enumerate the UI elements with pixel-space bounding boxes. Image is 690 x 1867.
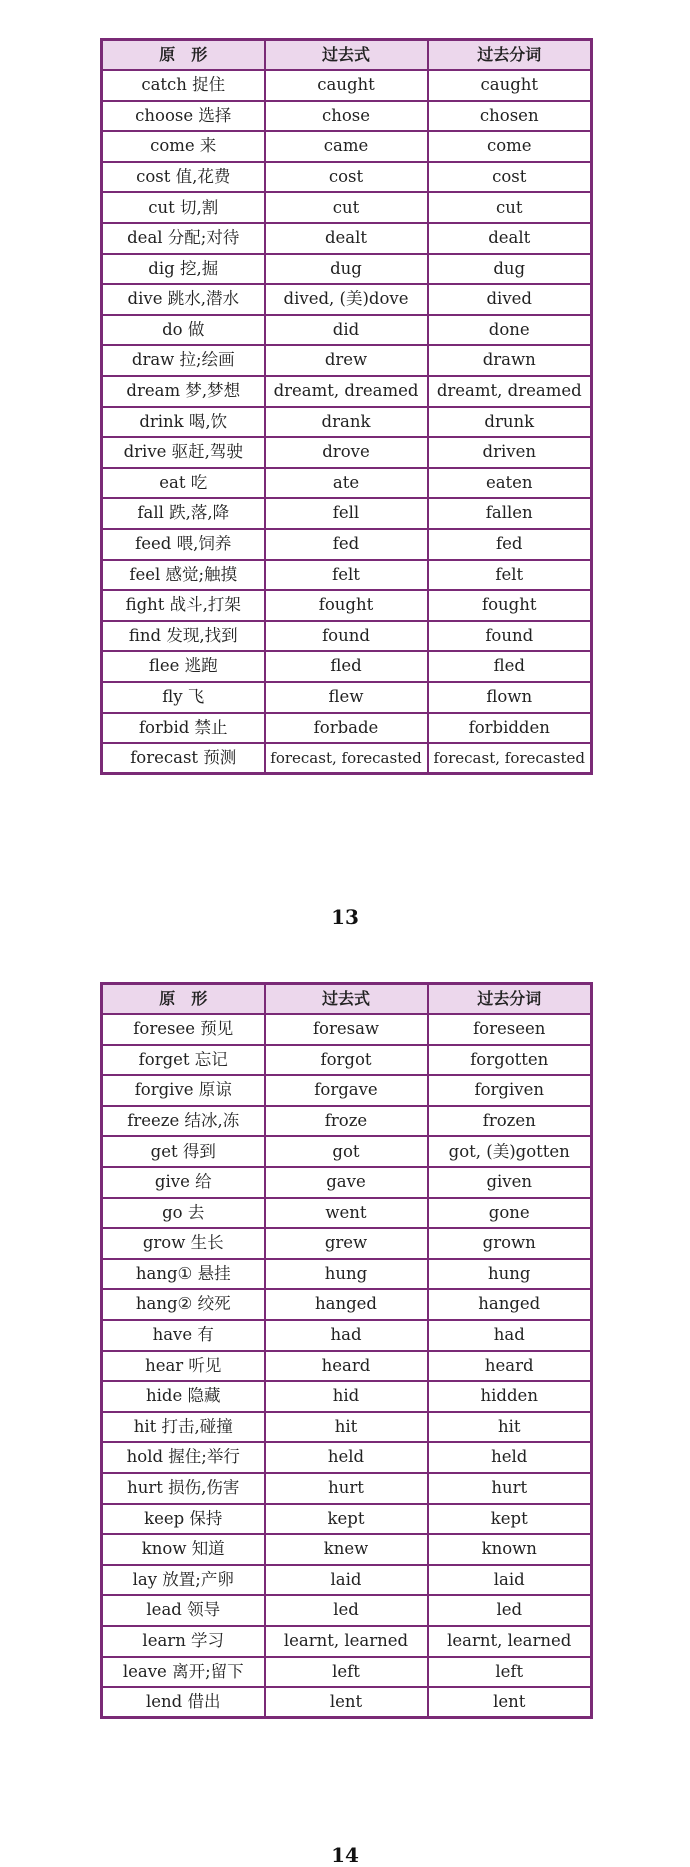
cell-past-tense: dreamt, dreamed [265,376,428,407]
table-row [102,1565,592,1596]
table-row [102,1075,592,1106]
cell-past-participle: fallen [428,498,592,529]
cell-base-form: lay 放置;产卵 [102,1565,265,1596]
cell-past-participle: come [428,131,592,162]
cell-past-participle: got, (美)gotten [428,1136,592,1167]
cell-base-form: fight 战斗,打架 [102,590,265,621]
cell-past-tense: hurt [265,1473,428,1504]
column-header-past-tense: 过去式 [265,40,428,71]
cell-past-participle: drawn [428,345,592,376]
table-row [102,1351,592,1382]
cell-base-form: draw 拉;绘画 [102,345,265,376]
cell-base-form: hang② 绞死 [102,1289,265,1320]
cell-past-participle: hanged [428,1289,592,1320]
cell-past-participle: flown [428,682,592,713]
cell-base-form: get 得到 [102,1136,265,1167]
cell-past-tense: found [265,621,428,652]
cell-past-tense: came [265,131,428,162]
table-row [102,223,592,254]
table-row [102,713,592,744]
cell-base-form: give 给 [102,1167,265,1198]
cell-base-form: go 去 [102,1198,265,1229]
cell-past-participle: forgiven [428,1075,592,1106]
cell-past-tense: fought [265,590,428,621]
cell-base-form: fly 飞 [102,682,265,713]
table-row [102,345,592,376]
cell-past-tense: left [265,1657,428,1688]
table-row [102,651,592,682]
cell-base-form: flee 逃跑 [102,651,265,682]
cell-past-participle: kept [428,1504,592,1535]
cell-past-tense: hit [265,1412,428,1443]
column-header-base-form: 原 形 [102,40,265,71]
cell-past-tense: dealt [265,223,428,254]
table-row [102,70,592,101]
cell-base-form: eat 吃 [102,468,265,499]
table-row [102,621,592,652]
cell-past-tense: froze [265,1106,428,1137]
cell-base-form: have 有 [102,1320,265,1351]
cell-past-participle: felt [428,560,592,591]
table-row [102,1014,592,1045]
table-row [102,284,592,315]
cell-base-form: hear 听见 [102,1351,265,1382]
cell-past-participle: known [428,1534,592,1565]
table-body [102,1014,592,1718]
table-row [102,1320,592,1351]
cell-base-form: forget 忘记 [102,1045,265,1076]
cell-base-form: hide 隐藏 [102,1381,265,1412]
table-row [102,1473,592,1504]
table-row [102,1045,592,1076]
table-header [102,984,592,1015]
cell-past-tense: caught [265,70,428,101]
cell-past-tense: kept [265,1504,428,1535]
cell-base-form: hit 打击,碰撞 [102,1412,265,1443]
column-header-base-form: 原 形 [102,984,265,1015]
cell-past-tense: learnt, learned [265,1626,428,1657]
cell-past-tense: drank [265,407,428,438]
cell-past-tense: hanged [265,1289,428,1320]
table-row [102,682,592,713]
cell-base-form: cost 值,花费 [102,162,265,193]
cell-past-participle: fed [428,529,592,560]
cell-past-tense: had [265,1320,428,1351]
cell-base-form: grow 生长 [102,1228,265,1259]
cell-past-participle: fled [428,651,592,682]
page-number: 13 [331,905,359,929]
cell-past-tense: dived, (美)dove [265,284,428,315]
cell-past-tense: fell [265,498,428,529]
table-row [102,254,592,285]
table-row [102,101,592,132]
table-header [102,40,592,71]
table-row [102,376,592,407]
table-row [102,1657,592,1688]
cell-past-participle: forgotten [428,1045,592,1076]
cell-past-participle: eaten [428,468,592,499]
table-row [102,437,592,468]
cell-past-tense: fled [265,651,428,682]
cell-base-form: hold 握住;举行 [102,1442,265,1473]
irregular-verbs-table-page-14 [100,982,593,1719]
cell-past-tense: forgave [265,1075,428,1106]
cell-past-tense: forecast, forecasted [265,743,428,774]
cell-past-participle: gone [428,1198,592,1229]
cell-past-tense: held [265,1442,428,1473]
cell-base-form: dream 梦,梦想 [102,376,265,407]
cell-base-form: forbid 禁止 [102,713,265,744]
table-row [102,1381,592,1412]
table-row [102,560,592,591]
page-number: 14 [331,1843,359,1867]
cell-past-tense: fed [265,529,428,560]
cell-past-participle: hit [428,1412,592,1443]
cell-past-participle: lent [428,1687,592,1718]
cell-base-form: catch 捉住 [102,70,265,101]
table-row [102,407,592,438]
cell-past-participle: dug [428,254,592,285]
cell-past-participle: left [428,1657,592,1688]
cell-base-form: choose 选择 [102,101,265,132]
table-row [102,192,592,223]
column-header-past-participle: 过去分词 [428,40,592,71]
table-row [102,529,592,560]
cell-base-form: dig 挖,掘 [102,254,265,285]
cell-past-participle: frozen [428,1106,592,1137]
cell-base-form: deal 分配;对待 [102,223,265,254]
cell-past-tense: led [265,1595,428,1626]
cell-past-participle: given [428,1167,592,1198]
cell-base-form: forecast 预测 [102,743,265,774]
cell-past-tense: hung [265,1259,428,1290]
table-row [102,1442,592,1473]
cell-base-form: freeze 结冰,冻 [102,1106,265,1137]
table-row [102,315,592,346]
cell-past-participle: led [428,1595,592,1626]
table-body [102,70,592,774]
cell-past-tense: did [265,315,428,346]
cell-base-form: know 知道 [102,1534,265,1565]
cell-past-participle: learnt, learned [428,1626,592,1657]
cell-past-tense: knew [265,1534,428,1565]
cell-past-participle: cost [428,162,592,193]
cell-past-tense: ate [265,468,428,499]
cell-base-form: feel 感觉;触摸 [102,560,265,591]
cell-past-participle: forecast, forecasted [428,743,592,774]
table-row [102,1167,592,1198]
cell-past-tense: gave [265,1167,428,1198]
cell-past-participle: held [428,1442,592,1473]
table-row [102,1626,592,1657]
table-row [102,498,592,529]
cell-base-form: drink 喝,饮 [102,407,265,438]
table-row [102,590,592,621]
table-row [102,1687,592,1718]
column-header-past-participle: 过去分词 [428,984,592,1015]
cell-past-tense: felt [265,560,428,591]
cell-past-participle: found [428,621,592,652]
table-row [102,1412,592,1443]
cell-past-tense: dug [265,254,428,285]
cell-past-participle: dived [428,284,592,315]
cell-base-form: foresee 预见 [102,1014,265,1045]
cell-past-participle: hurt [428,1473,592,1504]
cell-past-participle: heard [428,1351,592,1382]
column-header-past-tense: 过去式 [265,984,428,1015]
cell-past-participle: fought [428,590,592,621]
cell-past-participle: grown [428,1228,592,1259]
cell-past-tense: flew [265,682,428,713]
cell-past-participle: done [428,315,592,346]
cell-past-tense: cut [265,192,428,223]
table-row [102,131,592,162]
cell-past-tense: hid [265,1381,428,1412]
cell-base-form: drive 驱赶,驾驶 [102,437,265,468]
cell-past-tense: chose [265,101,428,132]
cell-past-tense: forgot [265,1045,428,1076]
cell-base-form: fall 跌,落,降 [102,498,265,529]
cell-base-form: forgive 原谅 [102,1075,265,1106]
cell-past-participle: laid [428,1565,592,1596]
cell-base-form: hang① 悬挂 [102,1259,265,1290]
table-row [102,1595,592,1626]
table-row [102,1534,592,1565]
cell-past-tense: lent [265,1687,428,1718]
cell-past-participle: caught [428,70,592,101]
cell-past-participle: chosen [428,101,592,132]
cell-base-form: do 做 [102,315,265,346]
cell-base-form: find 发现,找到 [102,621,265,652]
cell-base-form: lend 借出 [102,1687,265,1718]
cell-past-participle: dealt [428,223,592,254]
cell-past-tense: got [265,1136,428,1167]
cell-past-tense: forbade [265,713,428,744]
table-row [102,162,592,193]
cell-past-participle: had [428,1320,592,1351]
table-row [102,468,592,499]
cell-past-participle: drunk [428,407,592,438]
table-row [102,1228,592,1259]
cell-past-participle: hidden [428,1381,592,1412]
cell-base-form: dive 跳水,潜水 [102,284,265,315]
cell-past-tense: grew [265,1228,428,1259]
cell-base-form: keep 保持 [102,1504,265,1535]
cell-base-form: learn 学习 [102,1626,265,1657]
cell-past-participle: driven [428,437,592,468]
cell-base-form: hurt 损伤,伤害 [102,1473,265,1504]
cell-base-form: cut 切,割 [102,192,265,223]
cell-past-participle: hung [428,1259,592,1290]
cell-base-form: leave 离开;留下 [102,1657,265,1688]
cell-past-tense: went [265,1198,428,1229]
table-row [102,1289,592,1320]
table-row [102,1136,592,1167]
cell-past-tense: cost [265,162,428,193]
cell-base-form: feed 喂,饲养 [102,529,265,560]
table-row [102,1106,592,1137]
table-row [102,743,592,774]
cell-past-tense: foresaw [265,1014,428,1045]
table-row [102,1504,592,1535]
cell-past-tense: drew [265,345,428,376]
cell-past-tense: heard [265,1351,428,1382]
cell-past-participle: forbidden [428,713,592,744]
cell-past-tense: drove [265,437,428,468]
irregular-verbs-table-page-13 [100,38,593,775]
cell-past-participle: cut [428,192,592,223]
cell-past-participle: foreseen [428,1014,592,1045]
table-row [102,1259,592,1290]
cell-base-form: lead 领导 [102,1595,265,1626]
cell-past-participle: dreamt, dreamed [428,376,592,407]
cell-past-tense: laid [265,1565,428,1596]
cell-base-form: come 来 [102,131,265,162]
table-row [102,1198,592,1229]
